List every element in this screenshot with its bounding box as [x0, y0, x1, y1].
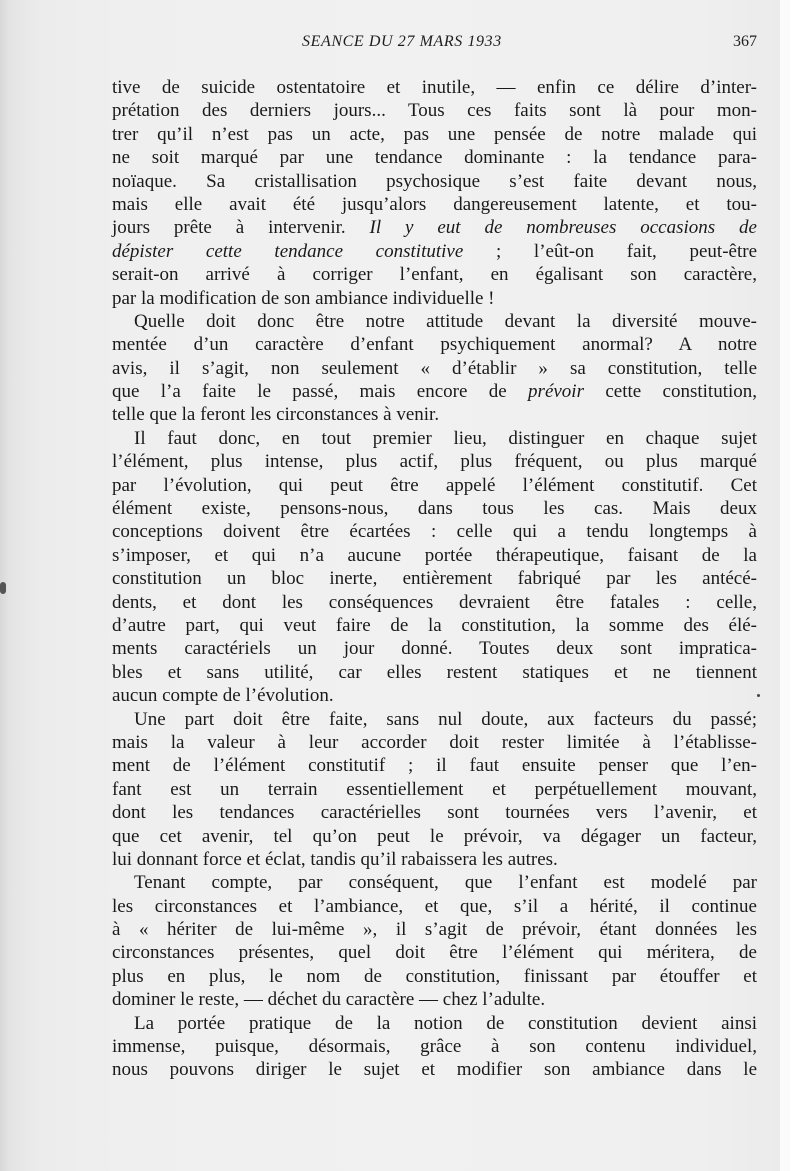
italic-run: dépister cette tendance constitutive	[112, 240, 464, 262]
text-line: telle que la feront les circonstances à venir.	[112, 404, 440, 426]
text-line: prétation des derniers jours... Tous ces faits sont là pour mon-	[112, 100, 757, 122]
text-line: ment de l’élément constitutif ; il faut ensuite penser que l’en-	[112, 755, 757, 777]
text-line	[112, 380, 757, 403]
text-line: immense, puisque, désormais, grâce à son contenu individuel,	[112, 1036, 757, 1058]
paragraph	[112, 708, 757, 872]
text-run: que l’a faite le passé, mais encore de	[112, 381, 529, 403]
text-line: constitution un bloc inerte, entièrement fabriqué par les antécé-	[112, 568, 757, 590]
text-line: bles et sans utilité, car elles restent statiques et ne tiennent	[112, 661, 757, 683]
text-line	[112, 240, 757, 263]
italic-run: Il y eut de nombreuses occasions de	[369, 217, 757, 239]
text-line: dont les tendances caractérielles sont tournées vers l’avenir, et	[112, 802, 757, 824]
page-edge	[780, 0, 790, 1171]
text-line: conceptions doivent être écartées : celle qui a tendu longtemps à	[112, 521, 757, 543]
paragraph	[112, 76, 757, 310]
body-text	[112, 76, 757, 1082]
paragraph	[112, 427, 757, 708]
text-line: Tenant compte, par conséquent, que l’enfant est modelé par	[134, 872, 757, 894]
page-header	[112, 33, 757, 57]
paragraph	[112, 871, 757, 1011]
binding-mark	[0, 582, 6, 594]
text-line: fant est un terrain essentiellement et perpétuellement mouvant,	[112, 778, 757, 800]
page-number: 367	[733, 33, 757, 50]
running-head: SEANCE DU 27 MARS 1933	[302, 33, 502, 50]
text-line: dents, et dont les conséquences devraient être fatales : celle,	[112, 591, 757, 613]
text-line: à « hériter de lui-même », il s’agit de prévoir, étant données les	[112, 919, 757, 941]
text-line: l’élément, plus intense, plus actif, plus fréquent, ou plus marqué	[112, 451, 757, 473]
text-line: Il faut donc, en tout premier lieu, distinguer en chaque sujet	[134, 427, 757, 449]
text-run: cette constitution,	[583, 381, 757, 403]
text-line: nous pouvons diriger le sujet et modifier son ambiance dans le	[112, 1059, 757, 1081]
text-line: par la modification de son ambiance individuelle !	[112, 287, 495, 309]
text-line	[112, 216, 757, 239]
text-run: jours prête à intervenir.	[112, 217, 370, 239]
speck	[757, 694, 760, 697]
italic-run: prévoir	[528, 381, 584, 403]
text-line: trer qu’il n’est pas un acte, pas une pensée de notre malade qui	[112, 123, 757, 145]
text-line: s’imposer, et qui n’a aucune portée thérapeutique, faisant de la	[112, 544, 757, 566]
text-line: mentée d’un caractère d’enfant psychiquement anormal? A notre	[112, 334, 757, 356]
paragraph	[112, 1012, 757, 1082]
text-line: La portée pratique de la notion de constitution devient ainsi	[134, 1012, 757, 1034]
text-line: mais la valeur à leur accorder doit rester limitée à l’établisse-	[112, 731, 757, 753]
text-line: tive de suicide ostentatoire et inutile, — enfin ce délire d’inter-	[112, 77, 757, 98]
text-line: aucun compte de l’évolution.	[112, 685, 334, 707]
text-line: mais elle avait été jusqu’alors dangereusement latente, et tou-	[112, 193, 757, 215]
text-line: d’autre part, qui veut faire de la constitution, la somme des élé-	[112, 614, 757, 636]
text-line: dominer le reste, — déchet du caractère — chez l’adulte.	[112, 989, 546, 1011]
text-line: Une part doit être faite, sans nul doute, aux facteurs du passé;	[134, 708, 757, 730]
text-line: par l’évolution, qui peut être appelé l’élément constitutif. Cet	[112, 474, 757, 496]
text-line: avis, il s’agit, non seulement « d’établir » sa constitution, telle	[112, 357, 757, 379]
text-line: Quelle doit donc être notre attitude devant la diversité mouve-	[134, 310, 757, 332]
text-line: lui donnant force et éclat, tandis qu’il rabaissera les autres.	[112, 848, 558, 870]
text-run: ; l’eût-on fait, peut-être	[463, 240, 757, 262]
text-line: les circonstances et l’ambiance, et que, s’il a hérité, il continue	[112, 895, 757, 917]
paragraph	[112, 310, 757, 427]
text-line: serait-on arrivé à corriger l’enfant, en égalisant son caractère,	[112, 264, 757, 286]
text-line: élément existe, pensons-nous, dans tous les cas. Mais deux	[112, 498, 757, 520]
text-line: ments caractériels un jour donné. Toutes deux sont impratica-	[112, 638, 757, 660]
text-line: circonstances présentes, quel doit être l’élément qui méritera, de	[112, 942, 757, 964]
text-line: plus en plus, le nom de constitution, finissant par étouffer et	[112, 965, 757, 987]
text-line: noïaque. Sa cristallisation psychosique s’est faite devant nous,	[112, 170, 757, 192]
text-line: que cet avenir, tel qu’on peut le prévoir, va dégager un facteur,	[112, 825, 757, 847]
text-line: ne soit marqué par une tendance dominante : la tendance para-	[112, 147, 757, 169]
